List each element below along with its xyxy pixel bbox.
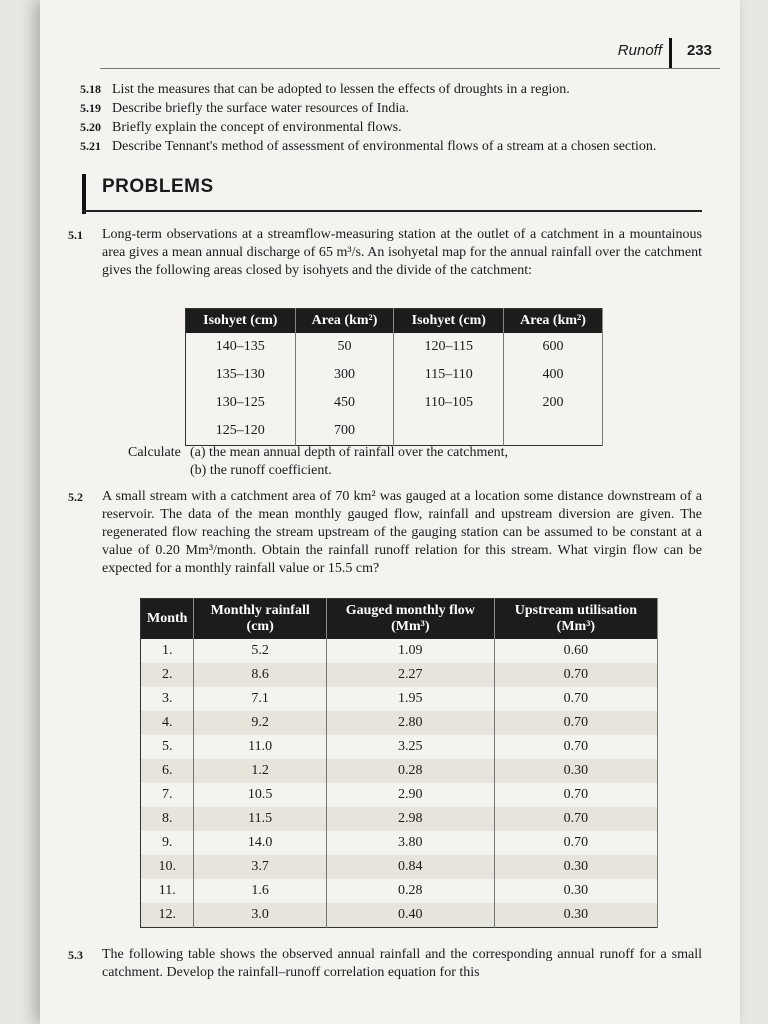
table-cell: 0.70 [494,807,657,831]
calculate-label: Calculate [128,445,181,460]
table-row [186,417,603,446]
isohyet-table [185,308,603,446]
question-text: Describe Tennant's method of assessment of environmental flows of a stream at a chosen section. [112,139,657,154]
problem-number: 5.1 [68,228,83,242]
question-text: Briefly explain the concept of environmental flows. [112,120,402,135]
table-cell [504,417,603,446]
table-cell: 0.60 [494,639,657,663]
table-cell: 1.6 [194,879,326,903]
table-cell: 140–135 [186,333,296,361]
table-row [141,711,658,735]
book-page [40,0,740,1024]
table-cell: 0.30 [494,879,657,903]
problem-5-3 [68,946,702,982]
table-row [186,389,603,417]
table-cell: 2.98 [326,807,494,831]
table-cell: 0.28 [326,759,494,783]
table-cell: 0.70 [494,687,657,711]
problem-text: A small stream with a catchment area of 70 km² was gauged at a location some distance downstream of a reservoir. The data of the mean monthly gauged flow, rainfall and upstream diversion are given. The regenerated flow reaching the stream upstream of the gauging station can be assumed to be constant at a value of 0.20 Mm³/month. Obtain the rainfall runoff relation for this stream. What virgin flow can be expected for a monthly rainfall value or 15.5 cm? [102,489,702,576]
table-cell: 5. [141,735,194,759]
problem-number: 5.2 [68,490,83,504]
problem-text: Long-term observations at a streamflow-measuring station at the outlet of a catchment in a mountainous area gives a mean annual discharge of 65 m³/s. An isohyetal map for the annual rainfall over the catchment gives the following areas closed by isohyets and the divide of the catchment: [102,227,702,278]
table-cell: 700 [295,417,394,446]
table-cell: 8.6 [194,663,326,687]
problem-text: The following table shows the observed annual rainfall and the corresponding annual runoff for a small catchment. Develop the rainfall–runoff correlation equation for this [102,947,702,980]
table-cell: 0.30 [494,759,657,783]
column-header: Isohyet (cm) [394,309,504,334]
table-row [141,783,658,807]
page-header [100,38,720,69]
table-cell: 0.84 [326,855,494,879]
table-row [141,759,658,783]
table-cell: 5.2 [194,639,326,663]
table-cell: 3.25 [326,735,494,759]
table-cell: 7.1 [194,687,326,711]
table-row [186,333,603,361]
question-number: 5.19 [80,101,101,115]
table-cell: 600 [504,333,603,361]
question-item [80,118,700,137]
table-cell: 110–105 [394,389,504,417]
running-head: Runoff [617,42,662,59]
column-header: Gauged monthly flow (Mm³) [326,599,494,640]
part-b: (b) the runoff coefficient. [190,463,332,478]
question-item [80,137,700,156]
table-cell: 7. [141,783,194,807]
question-text: List the measures that can be adopted to lessen the effects of droughts in a region. [112,82,570,97]
table-cell: 9. [141,831,194,855]
table-header-row [186,309,603,334]
table-cell: 3.80 [326,831,494,855]
table-cell: 450 [295,389,394,417]
heading-rule [82,210,702,212]
table-row [141,663,658,687]
table-cell: 135–130 [186,361,296,389]
table-row [141,687,658,711]
table-cell: 3.0 [194,903,326,928]
header-divider [669,38,672,68]
table-cell: 0.70 [494,663,657,687]
table-cell: 11.0 [194,735,326,759]
table-cell: 4. [141,711,194,735]
table-cell: 1. [141,639,194,663]
question-number: 5.18 [80,82,101,96]
table-cell: 10. [141,855,194,879]
table-cell: 1.2 [194,759,326,783]
table-cell: 11. [141,879,194,903]
column-header: Monthly rainfall (cm) [194,599,326,640]
column-header: Upstream utilisation (Mm³) [494,599,657,640]
table-cell: 9.2 [194,711,326,735]
heading-bar [82,174,86,214]
calculate-parts [128,444,508,480]
table-cell: 115–110 [394,361,504,389]
table-cell: 0.70 [494,711,657,735]
table-cell [394,417,504,446]
question-item [80,99,700,118]
problem-5-2 [68,488,702,578]
table-cell: 120–115 [394,333,504,361]
table-row [141,903,658,928]
table-cell: 3. [141,687,194,711]
table-cell: 2. [141,663,194,687]
column-header: Isohyet (cm) [186,309,296,334]
table-cell: 400 [504,361,603,389]
table-cell: 12. [141,903,194,928]
table-cell: 130–125 [186,389,296,417]
table-cell: 2.27 [326,663,494,687]
table-row [141,831,658,855]
table-row [141,807,658,831]
problem-5-1 [68,226,702,280]
table-cell: 125–120 [186,417,296,446]
table-cell: 0.70 [494,735,657,759]
table-cell: 3.7 [194,855,326,879]
question-number: 5.21 [80,139,101,153]
table-cell: 8. [141,807,194,831]
question-item [80,80,700,99]
table-cell: 0.30 [494,855,657,879]
part-a: (a) the mean annual depth of rainfall over the catchment, [190,445,508,460]
review-questions [80,80,700,156]
table-row [141,855,658,879]
question-text: Describe briefly the surface water resources of India. [112,101,409,116]
table-cell: 0.70 [494,783,657,807]
table-cell: 1.09 [326,639,494,663]
column-header: Area (km²) [295,309,394,334]
section-title: PROBLEMS [102,176,214,197]
table-cell: 1.95 [326,687,494,711]
table-cell: 300 [295,361,394,389]
table-cell: 10.5 [194,783,326,807]
table-cell: 14.0 [194,831,326,855]
table-cell: 50 [295,333,394,361]
table-cell: 2.80 [326,711,494,735]
table-cell: 11.5 [194,807,326,831]
question-number: 5.20 [80,120,101,134]
table-row [186,361,603,389]
table-row [141,735,658,759]
table-cell: 2.90 [326,783,494,807]
table-cell: 200 [504,389,603,417]
column-header: Area (km²) [504,309,603,334]
table-header-row [141,599,658,640]
table-cell: 0.40 [326,903,494,928]
table-cell: 0.30 [494,903,657,928]
problem-number: 5.3 [68,948,83,962]
table-cell: 0.28 [326,879,494,903]
table-row [141,639,658,663]
table-cell: 6. [141,759,194,783]
table-row [141,879,658,903]
monthly-flow-table [140,598,658,928]
column-header: Month [141,599,194,640]
table-cell: 0.70 [494,831,657,855]
page-number: 233 [686,42,712,59]
